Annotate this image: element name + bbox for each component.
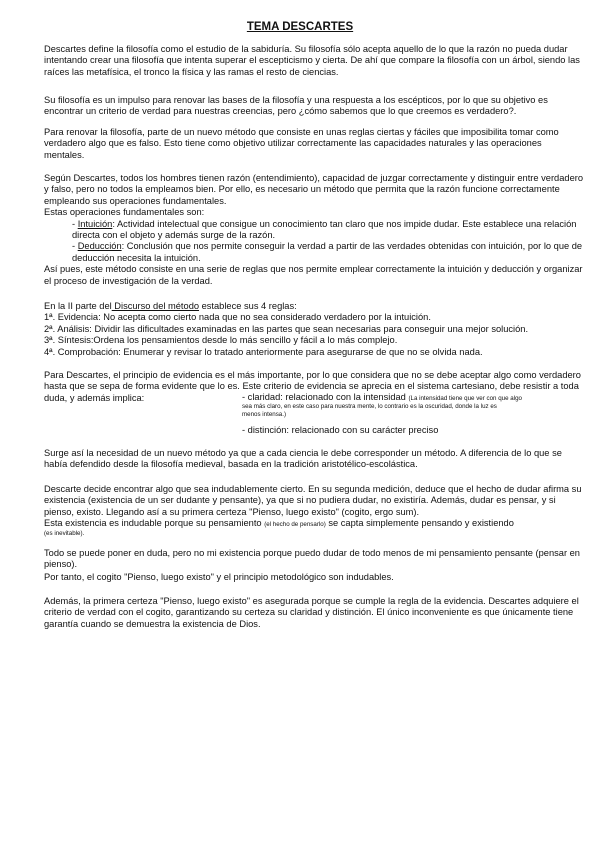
intro-paragraph: Descartes define la filosofía como el estudio de la sabiduría. Su filosofía sólo acepta aquello de lo que la razón no pueda dudar intentando crear una filosofía que intenta superar el escepticismo y cierta. De ahí que compare la filosofía con un árbol, siendo las raíces las metafísica, el tronco la física y las ramas el resto de ciencias. [44, 44, 580, 77]
discurso-post: establece sus 4 reglas: [199, 301, 297, 311]
intuicion-term: Intuición [77, 218, 113, 229]
indudable-note: (el hecho de pensarlo) [264, 521, 326, 529]
portanto-paragraph: Por tanto, el cogito "Pienso, luego existo" y el principio metodológico son indudables. [44, 572, 394, 582]
claridad-line [242, 392, 587, 403]
duda-paragraph: Todo se puede poner en duda, pero no mi existencia porque puedo dudar de todo menos de mi pensamiento pensante (pensar en pienso). [44, 548, 580, 570]
distincion-item: - distinción: relacionado con su carácter preciso [242, 425, 439, 435]
intuicion-text: : Actividad intelectual que consigue un conocimiento tan claro que nos impide dudar. Este establece una relación directa con el objeto y además surge de la razón. [72, 218, 577, 241]
regla-1: 1ª. Evidencia: No acepta como cierto nada que no sea considerado verdadero por la intuición. [44, 312, 431, 323]
claridad-note-2: sea más claro, en este caso para nuestra mente, lo contrario es la oscuridad, donde la luz es [242, 403, 497, 411]
renovar-paragraph: Para renovar la filosofía, parte de un nuevo método que consiste en unas reglas ciertas y fáciles que imposibilita tomar como verdadero algo que es falso. Esto tiene como objetivo utilizar correctamente las capacidades naturales y las operaciones mentales. [44, 127, 559, 160]
discurso-line [44, 301, 584, 312]
discurso-pre: En la II parte del [44, 301, 112, 311]
deduccion-term: Deducción [77, 241, 122, 252]
evidencia-paragraph: Para Descartes, el principio de evidencia es el más importante, por lo que considera que no se debe aceptar algo como verdadero hasta que se sepa de forma evidente que lo es. Este criterio de evidencia se aprecia en el sistema cartesiano, debe resistir a toda duda, y además implica: [44, 370, 581, 403]
document-title: TEMA DESCARTES [246, 21, 354, 33]
claridad-note-1: (La intensidad tiene que ver con que algo [408, 395, 522, 402]
final-paragraph: Además, la primera certeza "Pienso, luego existo" es asegurada porque se cumple la regla de la evidencia. Descartes adquiere el criterio de verdad con el cogito, garantizando su certeza su claridad y distinción. El único inconveniente es que únicamente tiene garantía cuando se demuestra la existencia de Dios. [44, 596, 579, 629]
intuicion-item: - Intuición: Actividad intelectual que consigue un conocimiento tan claro que nos impide dudar. Este establece una relación directa con el objeto y además surge de la razón. [72, 218, 577, 241]
impulso-paragraph: Su filosofía es un impulso para renovar las bases de la filosofía y una respuesta a los escépticos, por lo que su objetivo es encontrar un criterio de verdad para nuestras creencias, pero ¿cómo sabemos que lo que creemos es verdadero?. [44, 95, 548, 117]
cogito-paragraph: Descarte decide encontrar algo que sea indudablemente cierto. En su segunda medición, deduce que el hecho de dudar afirma su existencia (existencia de un ser dudante y pensante), ya que si no pudiera dudar, no existiría. Además, dudar es pensar, y si pienso, existo. Llegando así a su primera certeza "Pienso, luego existo" (cogito, ergo sum). [44, 484, 582, 517]
reglas-section [44, 301, 584, 358]
inevitable-note: (es inevitable). [44, 529, 85, 537]
indudable-line [44, 518, 584, 529]
claridad-main: - claridad: relacionado con la intensidad [242, 392, 406, 402]
operaciones-heading: Estas operaciones fundamentales son: [44, 207, 205, 218]
deduccion-item: - Deducción: Conclusión que nos permite conseguir la verdad a partir de las verdades obtenidas con intuición, por lo que de deducción necesita la intuición. [72, 241, 583, 263]
claridad-item [242, 392, 587, 419]
razon-section [44, 173, 584, 287]
asi-pues-paragraph: Así pues, este método consiste en una serie de reglas que nos permite emplear correctamente la intuición y deducción y organizar el proceso de investigación de la verdad. [44, 264, 583, 286]
regla-3: 3ª. Síntesis:Ordena los pensamientos desde lo más sencillo y fácil a lo más complejo. [44, 335, 398, 346]
deduccion-text: : Conclusión que nos permite conseguir la verdad a partir de las verdades obtenidas con intuición, por lo que de deducción necesita la intuición. [72, 241, 583, 263]
cogito-section [44, 484, 584, 538]
surge-paragraph: Surge así la necesidad de un nuevo método ya que a cada ciencia le debe corresponder un método. A diferencia de lo que se había defendido desde la filosofía medieval, basada en la tradición aristotélico-escolástica. [44, 448, 562, 470]
regla-2: 2ª. Análisis: Dividir las dificultades examinadas en las partes que sean necesarias para conseguir una mejor solución. [44, 323, 529, 334]
indudable-post: se capta simplemente pensando y existiendo [325, 518, 514, 529]
razon-paragraph: Según Descartes, todos los hombres tienen razón (entendimiento), capacidad de juzgar correctamente y distinguir entre verdadero y falso, pero no todos la empleamos bien. Por ello, es necesario un método que permita que la razón funcione correctamente empleando sus operaciones fundamentales. [44, 173, 584, 206]
regla-4: 4ª. Comprobación: Enumerar y revisar lo tratado anteriormente para asegurarse de que no se olvida nada. [44, 346, 483, 357]
indudable-pre: Esta existencia es indudable porque su pensamiento [44, 518, 262, 529]
discurso-del-metodo: Discurso del método [111, 301, 200, 311]
claridad-note-3: menos intensa.) [242, 411, 287, 419]
